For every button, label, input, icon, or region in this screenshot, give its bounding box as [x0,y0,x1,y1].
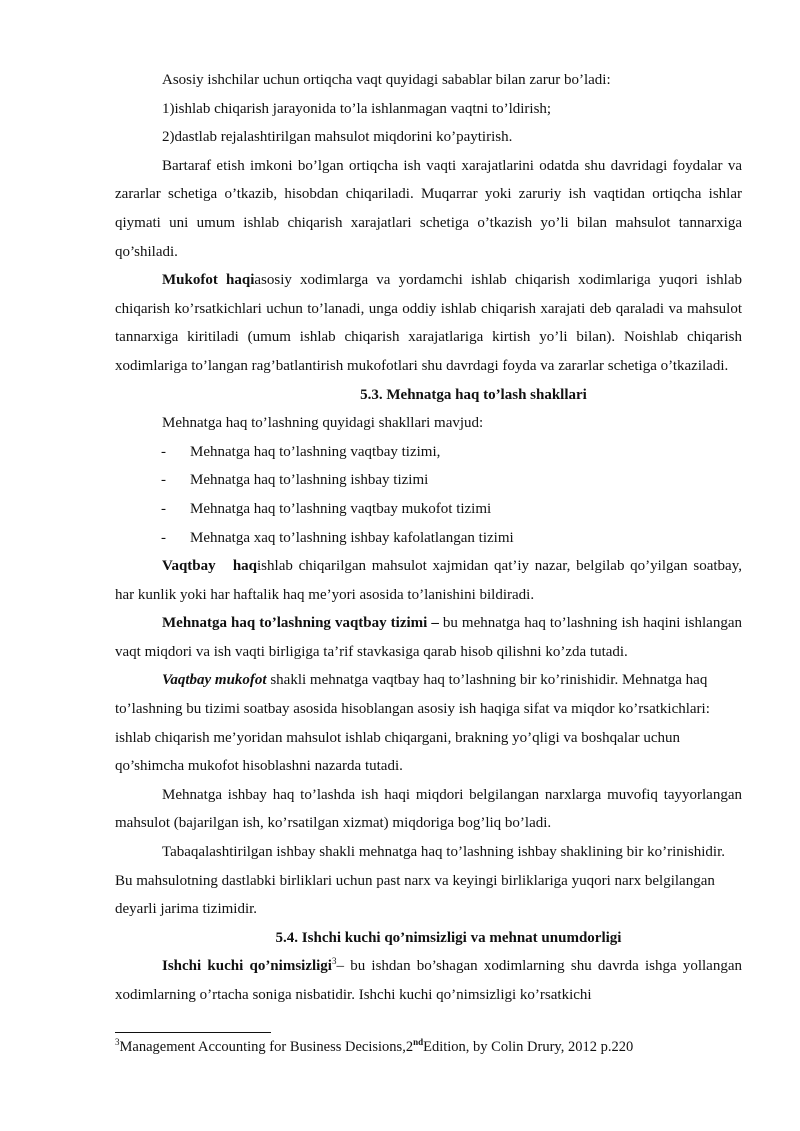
list-item-text: Mehnatga xaq to’lashning ishbay kafolatlangan tizimi [190,529,514,546]
term-ishchi-kuchi: Ishchi kuchi qo’nimsizligi [162,958,332,975]
paragraph [115,609,742,666]
paragraph: Asosiy ishchilar uchun ortiqcha vaqt quyidagi sabablar bilan zarur bo’ladi: [162,72,611,88]
paragraph-text: ishlab chiqarilgan mahsulot xajmidan qat’iy nazar, belgilab qo’yilgan soatbay, har kunlik yoki har haftalik haq me’yori asosida to’lanishini bildiradi. [115,558,742,603]
term-vaqtbay-mukofot: Vaqtbay mukofot [162,672,267,689]
paragraph [115,666,742,780]
paragraph: Bartaraf etish imkoni bo’lgan ortiqcha ish vaqti xarajatlarini odatda shu davridagi foydalar va zararlar schetiga o’tkazib, hisobdan chiqariladi. Muqarrar yoki zaruriy ish vaqtidan ortiqcha ishlar qiymati uni umum ishlab chiqarish xarajatlari schetiga o’tkazish yo’li bilan mahsulot tannarxiga qo’shiladi. [115,157,742,260]
paragraph [115,266,742,380]
section-heading-5-4: 5.4. Ishchi kuchi qo’nimsizligi va mehnat unumdorligi [275,929,622,946]
paragraph [115,952,742,1009]
list-item-text: Mehnatga haq to’lashning vaqtbay mukofot tizimi [190,500,492,517]
list-item [115,524,742,553]
list-dash: - [161,472,166,489]
section-heading-5-3: 5.3. Mehnatga haq to’lash shakllari [360,386,587,403]
list-dash: - [161,500,166,517]
footnote [115,1037,755,1057]
footnote-ordinal: nd [413,1037,424,1048]
paragraph [115,552,742,609]
list-item-text: Mehnatga haq to’lashning ishbay tizimi [190,472,429,489]
term-vaqtbay-tizimi: Mehnatga haq to’lashning vaqtbay tizimi – [162,615,439,632]
paragraph: Mehnatga haq to’lashning quyidagi shakllari mavjud: [162,415,484,432]
list-item-text: Mehnatga haq to’lashning vaqtbay tizimi, [190,443,441,460]
paragraph: 1)ishlab chiqarish jarayonida to’la ishlanmagan vaqtni to’ldirish; [162,100,552,117]
paragraph-text: asosiy xodimlarga va yordamchi ishlab chiqarish xodimlariga yuqori ishlab chiqarish ko’rsatkichlari uchun to’lanadi, unga oddiy ishlab chiqarish xarajati deb qaraladi va mahsulot tannarxiga kiritiladi (umum ishlab chiqarish xarajatlariga kirtish yo’li bilan). Noishlab chiqarish xodimlariga to’langan rag’batlantirish mukofotlari shu davrdagi foyda va zararlar schetiga o’tkaziladi. [115,272,742,374]
footnote-marker: 3 [115,1037,120,1048]
paragraph-text: shakli mehnatga vaqtbay haq to’lashning bir ko’rinishidir. Mehnatga haq to’lashning bu tizimi soatbay asosida hisoblangan asosiy ish haqiga sifat va miqdor ko’rsatkichlari: ishlab chiqarish me’yoridan mahsulot ishlab chiqargani, brakning yo’qligi va boshqalar uchun qo’shimcha mukofot hisoblashni nazarda tutadi. [115,672,710,775]
footnote-text: Management Accounting for Business Decisions,2 [119,1039,414,1055]
list-dash: - [161,443,166,460]
paragraph: 2)dastlab rejalashtirilgan mahsulot miqdorini ko’paytirish. [162,129,513,146]
footnote-divider [115,1032,271,1033]
footnote-ref: 3 [331,956,337,967]
document-body [115,66,742,1010]
list-item [115,495,742,524]
footnote-text-end: Edition, by Colin Drury, 2012 p.220 [423,1039,634,1055]
list-item [115,466,742,495]
paragraph: Mehnatga ishbay haq to’lashda ish haqi miqdori belgilangan narxlarga muvofiq tayyorlangan mahsulot (bajarilgan ish, ko’rsatilgan xizmat) miqdoriga bog’liq bo’ladi. [115,786,742,832]
paragraph-text: bu mehnatga haq to’lashning ish haqini ishlangan vaqt miqdori va ish vaqti birligiga ta’rif stavkasiga qarab hisob qilishni ko’zda tutadi. [115,615,742,660]
term-mukofot-haqi: Mukofot haqi [162,272,255,289]
list-item [115,438,742,467]
term-vaqtbay-haq: Vaqtbay haq [162,558,258,575]
paragraph: Tabaqalashtirilgan ishbay shakli mehnatga haq to’lashning ishbay shaklining bir ko’rinishidir. Bu mahsulotning dastlabki birliklari uchun past narx va keyingi birliklariga yuqori narx belgilangan deyarli jarima tizimidir. [115,844,726,918]
list-dash: - [161,529,166,546]
paragraph-text: – bu ishdan bo’shagan xodimlarning shu davrda ishga yollangan xodimlarning o’rtacha soniga nisbatidir. Ishchi kuchi qo’nimsizligi ko’rsatkichi [115,958,742,1003]
